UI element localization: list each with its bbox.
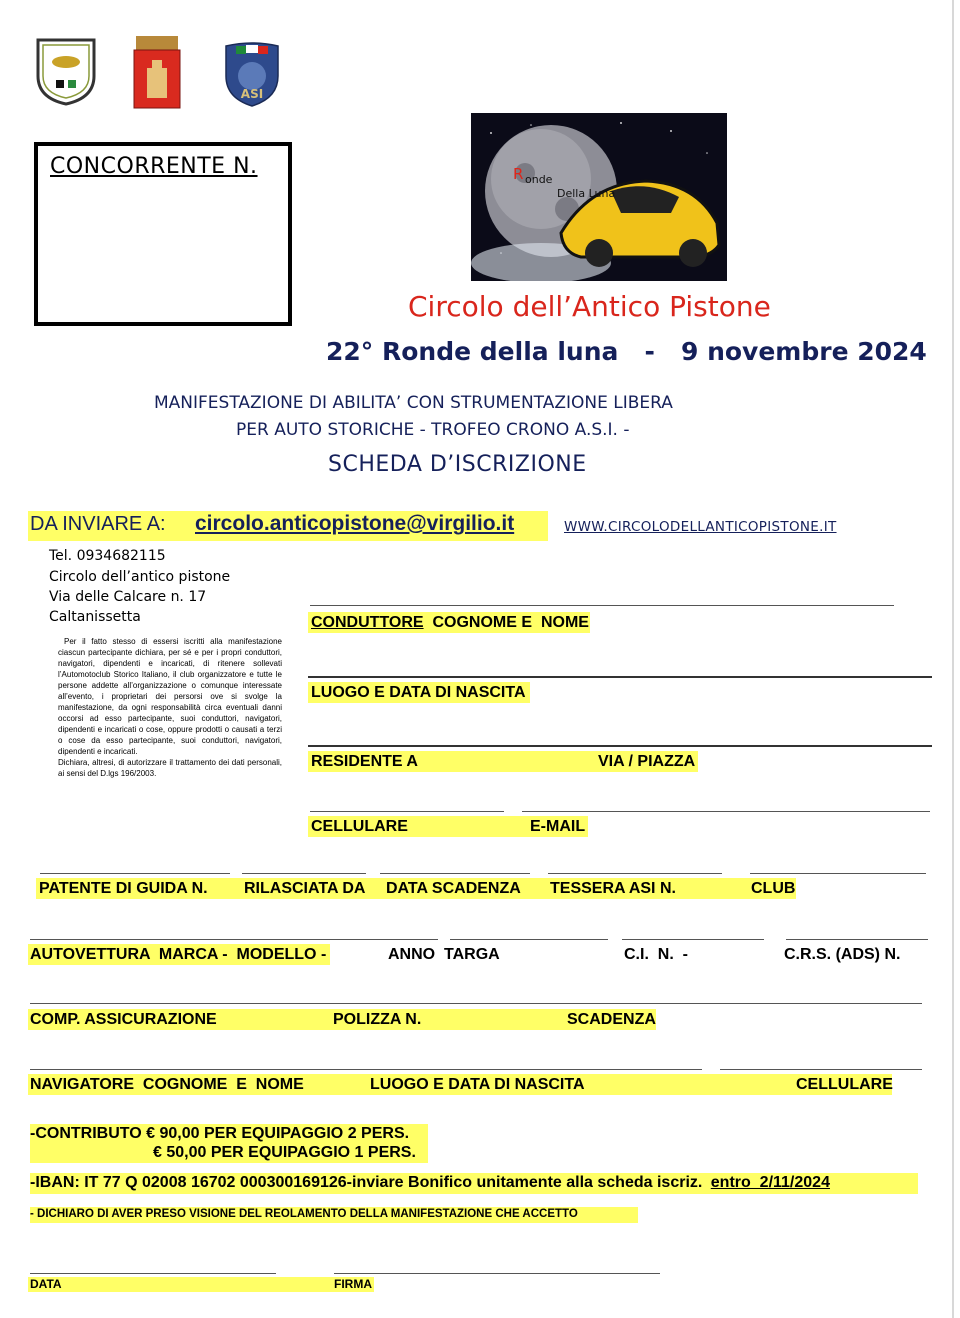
asi-card-label: TESSERA ASI N.	[550, 880, 676, 897]
asi-card-line[interactable]	[548, 873, 722, 874]
highlight-bar	[28, 1277, 374, 1292]
navigator-line[interactable]	[30, 1069, 702, 1070]
email-link[interactable]: circolo.anticopistone@virgilio.it	[195, 512, 515, 535]
residence-label: RESIDENTE A	[311, 753, 418, 770]
club-line[interactable]	[750, 873, 926, 874]
email-field-label: E-MAIL	[530, 818, 586, 835]
navigator-cell-label: CELLULARE	[796, 1076, 893, 1093]
contribution-line-1: -CONTRIBUTO € 90,00 PER EQUIPAGGIO 2 PERS.	[30, 1125, 410, 1142]
website-link[interactable]: WWW.CIRCOLODELLANTICOPISTONE.IT	[564, 519, 837, 535]
address-name: Circolo dell’antico pistone	[49, 569, 231, 585]
insurance-label: COMP. ASSICURAZIONE	[30, 1011, 217, 1028]
conductor-label-a: CONDUTTORE	[311, 614, 424, 631]
street-label: VIA / PIAZZA	[598, 753, 696, 770]
send-to-label: DA INVIARE A:	[30, 513, 166, 535]
contribution-line-2: € 50,00 PER EQUIPAGGIO 1 PERS.	[153, 1144, 416, 1161]
declaration-text: - DICHIARO DI AVER PRESO VISIONE DEL REOLAMENTO DELLA MANIFESTAZIONE CHE ACCETTO	[30, 1208, 578, 1220]
crs-line[interactable]	[786, 939, 928, 940]
conductor-label-b: COGNOME E NOME	[423, 614, 589, 631]
address-city: Caltanissetta	[49, 609, 141, 625]
competitor-number-label: CONCORRENTE N.	[50, 154, 258, 179]
issued-label: RILASCIATA DA	[244, 880, 366, 897]
ci-line[interactable]	[622, 939, 764, 940]
plate-label: ANNO TARGA	[388, 946, 500, 963]
residence-line[interactable]	[308, 745, 932, 747]
date-line[interactable]	[30, 1273, 276, 1274]
event-title: 22° Ronde della luna - 9 novembre 2024	[326, 337, 927, 366]
crs-label: C.R.S. (ADS) N.	[784, 946, 901, 963]
disclaimer-text	[58, 636, 282, 779]
city-coat-of-arms	[130, 34, 184, 112]
license-line[interactable]	[40, 873, 230, 874]
privacy-paragraph: Dichiara, altresi, di autorizzare il trattamento dei dati personali, ai sensi del D.lgs 196/2003.	[58, 758, 282, 778]
subtitle-line-1: MANIFESTAZIONE DI ABILITA’ CON STRUMENTAZIONE LIBERA	[154, 393, 673, 413]
page-edge	[952, 0, 954, 1318]
iban-line	[30, 1174, 830, 1192]
issued-line[interactable]	[242, 873, 366, 874]
expiry-label: DATA SCADENZA	[386, 880, 521, 897]
birth-line[interactable]	[308, 676, 932, 678]
iban-text: -IBAN: IT 77 Q 02008 16702 000300169126-inviare Bonifico unitamente alla scheda iscriz.	[30, 1174, 703, 1191]
conductor-label	[311, 614, 589, 632]
disclaimer-paragraph: Per il fatto stesso di essersi iscritti alla manifestazione ciascun partecipante dichiara, per sé e per i propri conduttori, navigatori, dipendenti e incaricati, di ritenere sollevati l’Automotoclub Storico Italiano, il club organizzatore e tutte le persone addette all’organizzazione o comunque interessate all’evento, i proprietari dei persorsi ove si svolge la manifestazione, da ogni responsabilità circa eventuali danni occorsi ad esso partecipante, suoi conduttori, navigatori, dipendenti e incaricati o cose, oppure prodotti o causati a terzi o cose da esso partecipante, suoi conduttori, navigatori, dipendenti e incaricati.	[58, 637, 282, 756]
navigator-birth-label: LUOGO E DATA DI NASCITA	[370, 1076, 585, 1093]
poster-text: R	[513, 165, 524, 183]
signature-line[interactable]	[334, 1273, 660, 1274]
address-phone: Tel. 0934682115	[49, 548, 166, 564]
car-model-label: AUTOVETTURA MARCA - MODELLO -	[30, 946, 327, 963]
poster-text-3: Della Luna	[557, 187, 616, 200]
competitor-number-box[interactable]	[34, 142, 292, 326]
plate-line[interactable]	[450, 939, 608, 940]
email-line[interactable]	[522, 811, 930, 812]
license-label: PATENTE DI GUIDA N.	[39, 880, 208, 897]
cellphone-label: CELLULARE	[311, 818, 408, 835]
subtitle-line-2: PER AUTO STORICHE - TROFEO CRONO A.S.I. -	[236, 420, 630, 440]
form-title: SCHEDA D’ISCRIZIONE	[328, 452, 587, 477]
date-label: DATA	[30, 1277, 62, 1291]
car-model-line[interactable]	[30, 939, 438, 940]
insurance-line[interactable]	[30, 1003, 922, 1004]
asi-logo	[222, 40, 282, 108]
expiry-line[interactable]	[380, 873, 530, 874]
conductor-name-line[interactable]	[310, 605, 894, 606]
poster-text-2: onde	[525, 173, 553, 186]
address-street: Via delle Calcare n. 17	[49, 589, 207, 605]
event-poster	[471, 113, 727, 281]
ci-label: C.I. N. -	[624, 946, 688, 963]
club-logo	[34, 36, 98, 106]
navigator-cell-line[interactable]	[720, 1069, 922, 1070]
svg-text:ASI: ASI	[240, 87, 264, 101]
insurance-expiry-label: SCADENZA	[567, 1011, 656, 1028]
organizer-title: Circolo dell’Antico Pistone	[408, 290, 771, 323]
signature-label: FIRMA	[334, 1277, 372, 1291]
cellphone-line[interactable]	[310, 811, 504, 812]
club-label: CLUB	[751, 880, 796, 897]
policy-label: POLIZZA N.	[333, 1011, 422, 1028]
navigator-label: NAVIGATORE COGNOME E NOME	[30, 1076, 304, 1093]
deadline-text: entro 2/11/2024	[710, 1174, 830, 1191]
birth-label: LUOGO E DATA DI NASCITA	[311, 684, 526, 701]
